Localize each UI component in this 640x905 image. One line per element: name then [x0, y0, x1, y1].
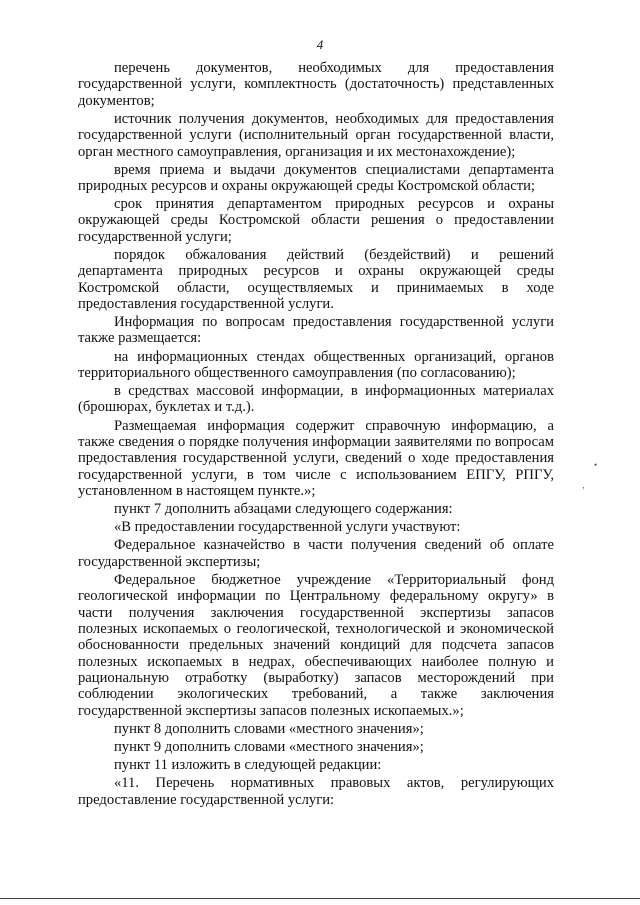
- paragraph: Информация по вопросам предоставления государственной услуги также размещается:: [78, 314, 554, 347]
- paragraph: пункт 7 дополнить абзацами следующего содержания:: [114, 501, 453, 518]
- paragraph: «11. Перечень нормативных правовых актов, регулирующих предоставление государственной услуги:: [78, 775, 554, 808]
- paragraph: перечень документов, необходимых для предоставления государственной услуги, комплектность (достаточность) представленных документов;: [78, 60, 554, 109]
- paragraph: пункт 11 изложить в следующей редакции:: [114, 757, 382, 774]
- paragraph: Федеральное бюджетное учреждение «Территориальный фонд геологической информации по Центральному федеральному округу» в части получения заключения государственной экспертизы запасов полезных ископаемых о геологической, технологической и экономической обоснованности предельных значений кондиций для подсчета запасов полезных ископаемых в недрах, обеспечивающих наиболее полную и рациональную отработку (выработку) запасов месторождений при соблюдении экологических требований, а также заключения государственной экспертизы запасов полезных ископаемых.»;: [78, 571, 554, 719]
- document-body: [78, 60, 554, 810]
- paragraph: порядок обжалования действий (бездействий) и решений департамента природных ресурсов и охраны окружающей среды Костромской области, осуществляемых и принимаемых в ходе предоставления государственной услуги.: [78, 246, 554, 312]
- paragraph: Федеральное казначейство в части получения сведений об оплате государственной экспертизы;: [78, 537, 554, 570]
- paragraph: источник получения документов, необходимых для предоставления государственной услуги (исполнительный орган государственной власти, орган местного самоуправления, организация и их местонахождение);: [78, 110, 554, 160]
- scan-speck: •: [594, 460, 598, 470]
- paragraph: пункт 9 дополнить словами «местного значения»;: [114, 738, 424, 755]
- paragraph: Размещаемая информация содержит справочную информацию, а также сведения о порядке получения информации заявителями по вопросам предоставления государственной услуги, сведений о ходе предоставления государственной услуги, в том числе с использованием ЕПГУ, РПГУ, установленном в настоящем пункте.»;: [78, 417, 554, 499]
- paragraph: пункт 8 дополнить словами «местного значения»;: [114, 720, 424, 737]
- paragraph: в средствах массовой информации, в информационных материалах (брошюрах, буклетах и т.д.).: [78, 383, 554, 416]
- page-edge-line: [0, 898, 640, 899]
- paragraph: срок принятия департаментом природных ресурсов и охраны окружающей среды Костромской области решения о предоставлении государственной услуги;: [78, 196, 554, 245]
- page-number: 4: [316, 37, 324, 52]
- scan-speck: ‚: [582, 480, 585, 490]
- paragraph: время приема и выдачи документов специалистами департамента природных ресурсов и охраны окружающей среды Костромской области;: [78, 161, 554, 194]
- paragraph: «В предоставлении государственной услуги участвуют:: [114, 519, 461, 536]
- paragraph: на информационных стендах общественных организаций, органов территориального общественного самоуправления (по согласованию);: [78, 348, 554, 381]
